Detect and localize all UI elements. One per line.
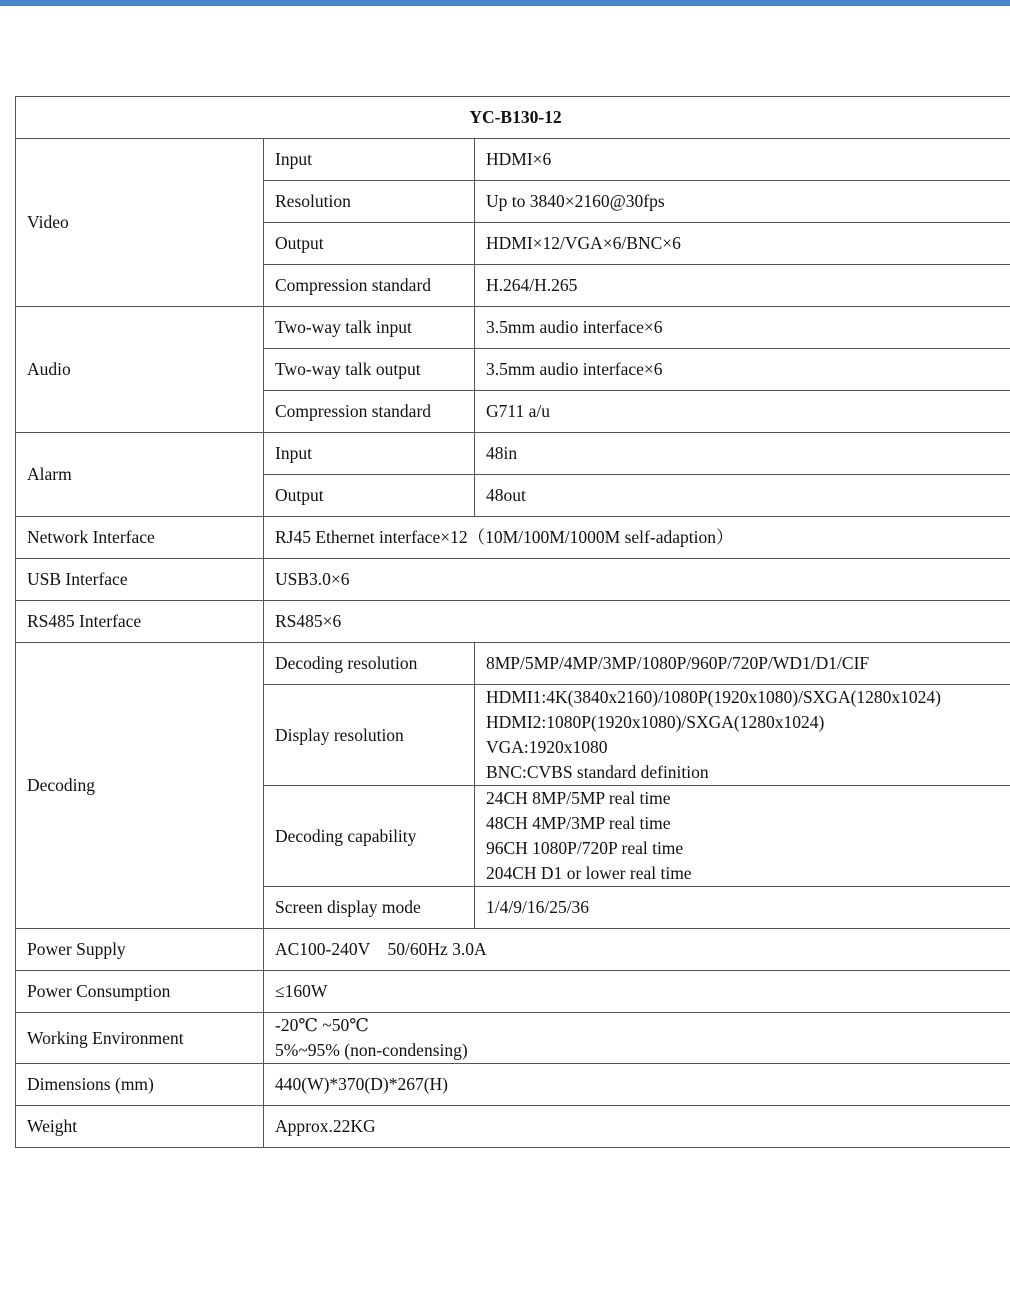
table-row: [16, 643, 1010, 685]
spec-value: 1/4/9/16/25/36: [475, 887, 1010, 929]
spec-key: Output: [264, 475, 475, 517]
spec-value-multiline: [264, 1013, 1010, 1064]
table-row: [16, 971, 1010, 1013]
table-row: [16, 559, 1010, 601]
table-row: [16, 307, 1010, 349]
table-row: [16, 929, 1010, 971]
category-decoding: Decoding: [16, 643, 264, 929]
category-power-supply: Power Supply: [16, 929, 264, 971]
value-line: BNC:CVBS standard definition: [486, 762, 709, 782]
spec-value: 3.5mm audio interface×6: [475, 307, 1010, 349]
model-title: YC-B130-12: [16, 97, 1010, 139]
spec-key: Two-way talk input: [264, 307, 475, 349]
spec-value: 48in: [475, 433, 1010, 475]
model-row: [16, 97, 1010, 139]
spec-key: Output: [264, 223, 475, 265]
spec-value: HDMI×12/VGA×6/BNC×6: [475, 223, 1010, 265]
spec-key: Screen display mode: [264, 887, 475, 929]
spec-value: Approx.22KG: [264, 1106, 1010, 1148]
table-row: [16, 1106, 1010, 1148]
value-line: 96CH 1080P/720P real time: [486, 838, 684, 858]
value-line: 204CH D1 or lower real time: [486, 863, 692, 883]
category-rs485: RS485 Interface: [16, 601, 264, 643]
value-line: 48CH 4MP/3MP real time: [486, 813, 671, 833]
category-power-consumption: Power Consumption: [16, 971, 264, 1013]
spec-value-multiline: [475, 685, 1010, 786]
category-video: Video: [16, 139, 264, 307]
spec-key: Decoding resolution: [264, 643, 475, 685]
category-weight: Weight: [16, 1106, 264, 1148]
value-line: HDMI2:1080P(1920x1080)/SXGA(1280x1024): [486, 712, 825, 732]
category-alarm: Alarm: [16, 433, 264, 517]
table-row: [16, 1013, 1010, 1064]
spec-value-multiline: [475, 786, 1010, 887]
spec-key: Display resolution: [264, 685, 475, 786]
value-line: 5%~95% (non-condensing): [275, 1040, 468, 1060]
top-accent-bar: [0, 0, 1010, 6]
spec-key: Decoding capability: [264, 786, 475, 887]
table-row: [16, 1064, 1010, 1106]
spec-key: Compression standard: [264, 391, 475, 433]
category-network: Network Interface: [16, 517, 264, 559]
spec-value: USB3.0×6: [264, 559, 1010, 601]
value-line: VGA:1920x1080: [486, 737, 608, 757]
value-line: 24CH 8MP/5MP real time: [486, 788, 671, 808]
value-line: HDMI1:4K(3840x2160)/1080P(1920x1080)/SXGA(1280x1024): [486, 687, 941, 707]
spec-value: ≤160W: [264, 971, 1010, 1013]
spec-key: Input: [264, 139, 475, 181]
table-row: [16, 517, 1010, 559]
spec-value: 440(W)*370(D)*267(H): [264, 1064, 1010, 1106]
spec-key: Input: [264, 433, 475, 475]
spec-value: 48out: [475, 475, 1010, 517]
spec-value: HDMI×6: [475, 139, 1010, 181]
spec-value: G711 a/u: [475, 391, 1010, 433]
spec-value: RS485×6: [264, 601, 1010, 643]
category-dimensions: Dimensions (mm): [16, 1064, 264, 1106]
spec-table: [15, 96, 1010, 1148]
spec-value: RJ45 Ethernet interface×12（10M/100M/1000M self-adaption）: [264, 517, 1010, 559]
category-audio: Audio: [16, 307, 264, 433]
table-row: [16, 139, 1010, 181]
spec-value: Up to 3840×2160@30fps: [475, 181, 1010, 223]
spec-value: 3.5mm audio interface×6: [475, 349, 1010, 391]
spec-value: AC100-240V 50/60Hz 3.0A: [264, 929, 1010, 971]
spec-key: Compression standard: [264, 265, 475, 307]
table-row: [16, 601, 1010, 643]
spec-value: H.264/H.265: [475, 265, 1010, 307]
spec-key: Two-way talk output: [264, 349, 475, 391]
table-row: [16, 433, 1010, 475]
spec-key: Resolution: [264, 181, 475, 223]
spec-value: 8MP/5MP/4MP/3MP/1080P/960P/720P/WD1/D1/CIF: [475, 643, 1010, 685]
category-usb: USB Interface: [16, 559, 264, 601]
category-working-environment: Working Environment: [16, 1013, 264, 1064]
value-line: -20℃ ~50℃: [275, 1015, 369, 1035]
